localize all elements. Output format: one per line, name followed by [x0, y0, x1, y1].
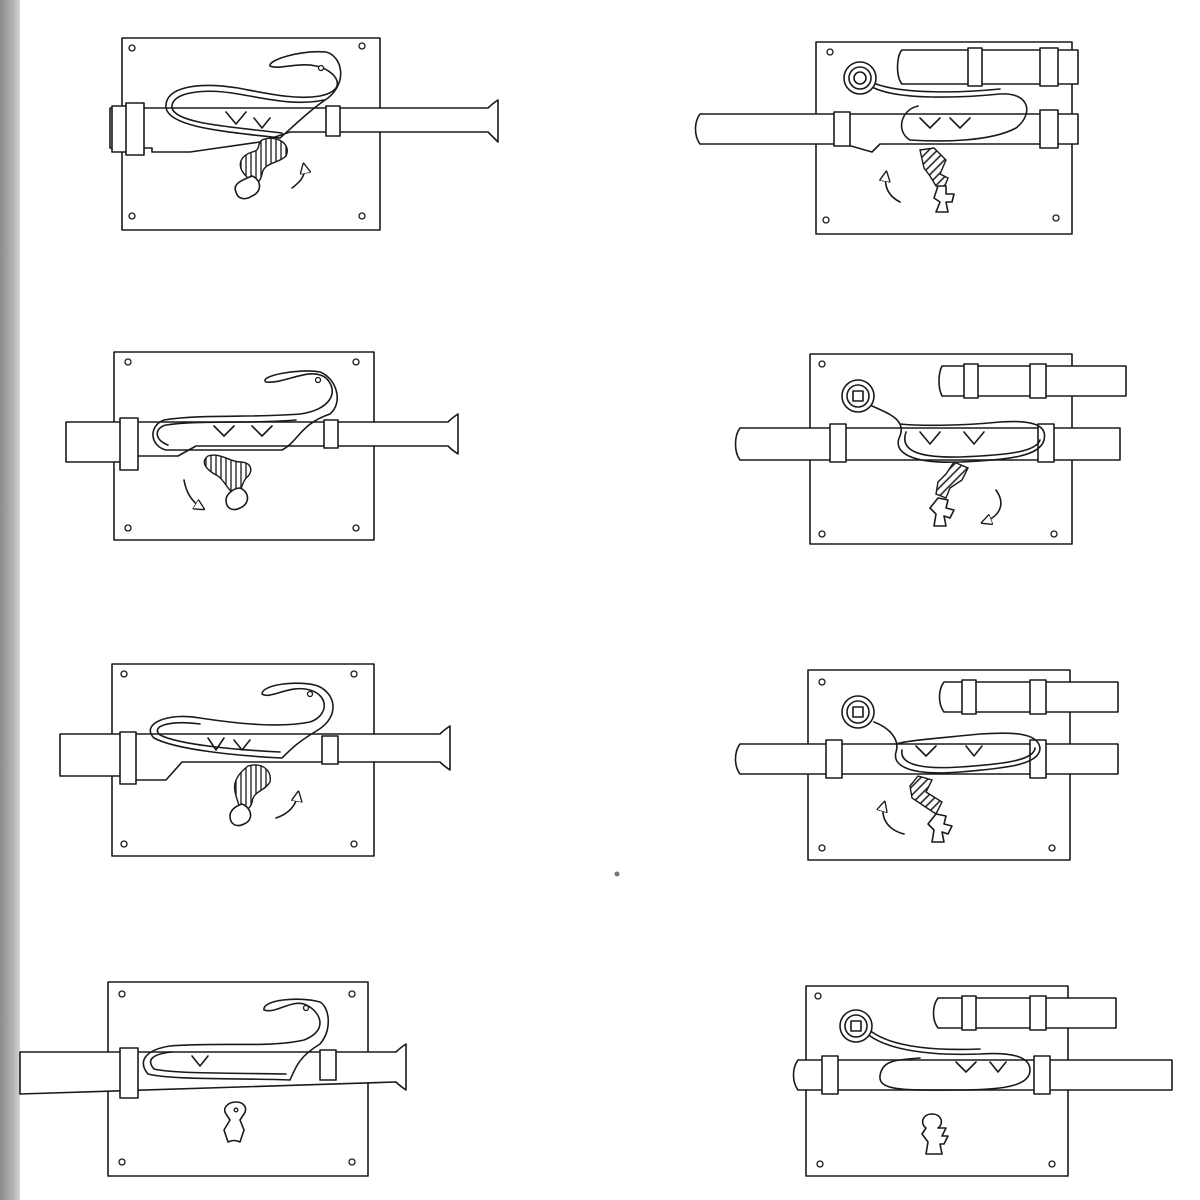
keyhole: [928, 814, 952, 842]
bolt: [110, 100, 498, 152]
staple-guide: [324, 420, 338, 448]
keyhole: [934, 186, 954, 212]
staple-guide: [830, 424, 846, 462]
rotation-arrow: [184, 480, 202, 508]
rotation-arrow: [886, 174, 900, 202]
screw-hole: [129, 45, 135, 51]
scan-speck: [615, 872, 620, 877]
staple-guide: [964, 364, 978, 398]
staple-guide: [126, 103, 144, 155]
bolt: [736, 744, 1119, 774]
key-bit: [204, 455, 250, 494]
staple-guide: [1030, 680, 1046, 714]
rotation-arrow: [276, 794, 298, 818]
keyhole-escutcheon: [922, 1114, 948, 1154]
lock-figure-left-4: [20, 982, 406, 1176]
bolt: [794, 1060, 1173, 1090]
lock-figure-right-4: [794, 986, 1173, 1176]
staple-guide: [968, 48, 982, 86]
staple-guide: [322, 736, 338, 764]
staple-guide: [326, 106, 340, 136]
upper-bolt: [934, 998, 1117, 1028]
staple-guide: [962, 680, 976, 714]
screw-hole: [129, 213, 135, 219]
keyhole: [226, 488, 248, 510]
keyhole: [230, 804, 251, 826]
lock-figure-right-2: [736, 354, 1127, 544]
staple-guide: [822, 1056, 838, 1094]
staple-guide: [1030, 996, 1046, 1030]
staple-guide: [1034, 1056, 1050, 1094]
lock-figure-right-3: [736, 670, 1119, 860]
screw-hole: [359, 213, 365, 219]
key-bit: [936, 462, 968, 498]
key-bit: [240, 138, 287, 182]
staple-guide: [834, 112, 850, 146]
rotation-arrow: [984, 490, 1001, 522]
bolt: [20, 1044, 406, 1094]
bolt: [696, 114, 1079, 152]
screw-hole: [359, 43, 365, 49]
keyhole: [930, 498, 954, 526]
staple-guide: [826, 740, 842, 778]
lock-figure-right-1: [696, 42, 1079, 234]
staple-guide: [120, 418, 138, 470]
staple-guide: [1038, 424, 1054, 462]
staple-guide: [120, 1048, 138, 1098]
rotation-arrow: [292, 166, 304, 188]
key-bit: [920, 148, 948, 188]
key-bit: [235, 765, 271, 810]
keyhole: [235, 176, 259, 199]
staple-guide: [1040, 110, 1058, 148]
lock-figure-left-1: [110, 38, 498, 230]
rotation-arrow: [883, 804, 904, 834]
staple-guide: [1040, 48, 1058, 86]
lock-figure-left-2: [66, 352, 458, 540]
staple-guide: [320, 1050, 336, 1080]
staple-guide: [962, 996, 976, 1030]
staple-guide: [120, 732, 136, 784]
spring-inner: [872, 1032, 980, 1049]
key-bit: [910, 776, 942, 814]
staple-guide: [1030, 364, 1046, 398]
lock-figure-left-3: [60, 664, 450, 856]
